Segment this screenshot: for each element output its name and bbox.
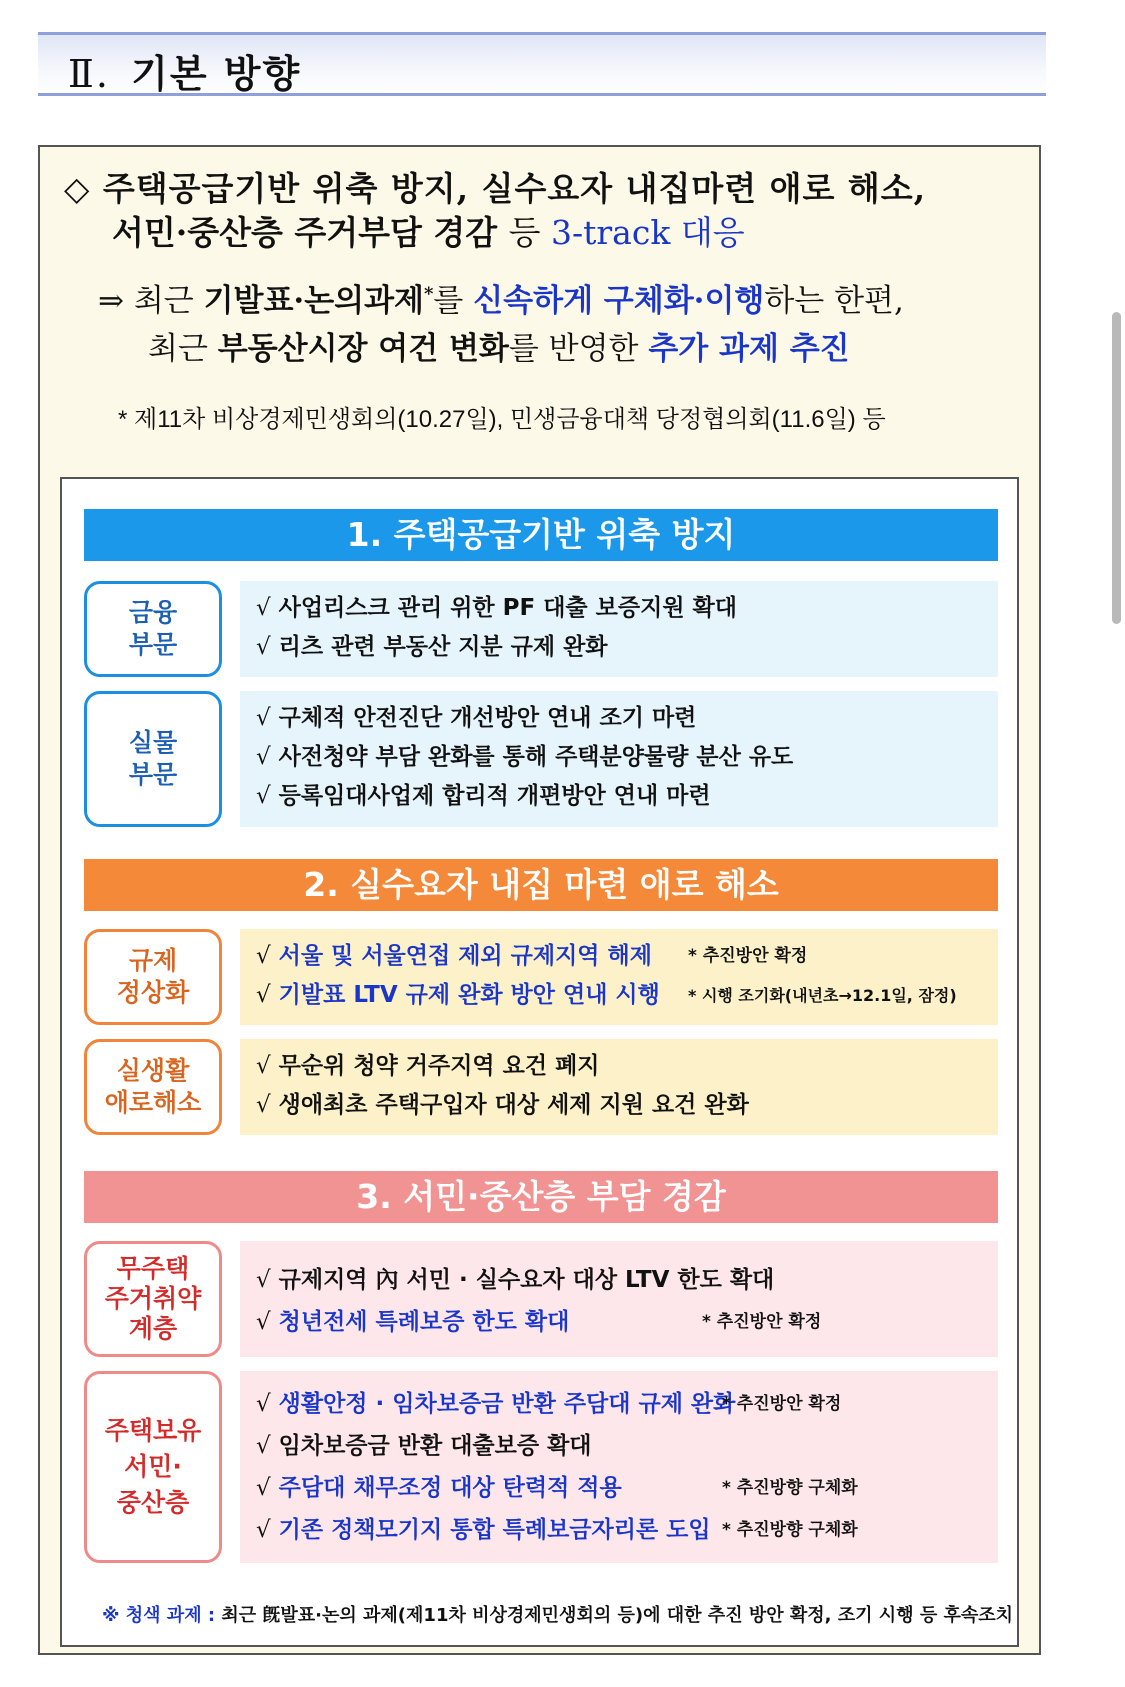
list-item xyxy=(256,937,998,976)
list-item xyxy=(256,1086,998,1125)
label-line: 금융 xyxy=(128,598,178,627)
section-2-banner: 2. 실수요자 내집 마련 애로 해소 xyxy=(84,859,998,911)
label-line: 계층 xyxy=(128,1314,178,1343)
check-icon: √ xyxy=(256,982,271,1008)
section-1-banner: 1. 주택공급기반 위축 방지 xyxy=(84,509,998,561)
check-icon: √ xyxy=(256,943,271,969)
item-text: 규제지역 內 서민 · 실수요자 대상 LTV 한도 확대 xyxy=(278,1267,775,1293)
list-item xyxy=(256,1257,998,1303)
check-icon: √ xyxy=(256,595,271,621)
item-text: 청년전세 특례보증 한도 확대 xyxy=(278,1309,570,1335)
intro-line-2-3track: 3-track 대응 xyxy=(551,213,745,252)
section-title xyxy=(68,43,301,98)
item-text: 리츠 관련 부동산 지분 규제 완화 xyxy=(278,634,608,660)
check-icon: √ xyxy=(256,1475,271,1501)
check-icon: √ xyxy=(256,705,271,731)
list-item xyxy=(256,699,998,738)
label-line: 정상화 xyxy=(116,978,190,1007)
arrow-line-1-e: 신속하게 구체화·이행 xyxy=(473,283,765,319)
intro-line-1: ◇ 주택공급기반 위축 방지, 실수요자 내집마련 애로 해소, xyxy=(64,169,927,208)
bottom-note-prefix: ※ 청색 과제 : xyxy=(102,1605,222,1626)
list-item xyxy=(256,1509,998,1551)
item-text: 생애최초 주택구입자 대상 세제 지원 요건 완화 xyxy=(278,1092,749,1118)
section-3-banner: 3. 서민·중산층 부담 경감 xyxy=(84,1171,998,1223)
list-item xyxy=(256,589,998,628)
item-text: 주담대 채무조정 대상 탄력적 적용 xyxy=(278,1475,622,1501)
list-item xyxy=(256,976,998,1015)
content-physical xyxy=(240,691,998,827)
content-finance xyxy=(240,581,998,677)
list-item xyxy=(256,1425,998,1467)
item-note: * 시행 조기화(내년초→12.1일, 잠정) xyxy=(688,986,957,1005)
label-line: 규제 xyxy=(128,946,178,975)
intro-line-2 xyxy=(112,207,745,254)
section-title-text: 기본 방향 xyxy=(131,52,302,96)
item-note: * 추진방안 확정 xyxy=(702,1312,822,1332)
list-item xyxy=(256,777,998,816)
label-line: 무주택 xyxy=(116,1254,190,1283)
list-item xyxy=(256,1383,998,1425)
list-item xyxy=(256,1467,998,1509)
arrow-line-1-a: ⇒ 최근 xyxy=(98,283,204,319)
roman-numeral: Ⅱ. xyxy=(68,52,110,96)
content-homeowner xyxy=(240,1371,998,1563)
arrow-line-2 xyxy=(148,323,850,368)
check-icon: √ xyxy=(256,1433,271,1459)
item-text: 기존 정책모기지 통합 특례보금자리론 도입 xyxy=(278,1517,711,1543)
list-item xyxy=(256,1303,998,1342)
list-item xyxy=(256,628,998,667)
list-item xyxy=(256,1047,998,1086)
label-line: 중산층 xyxy=(116,1488,190,1517)
arrow-line-1-star: * xyxy=(424,283,434,305)
item-note: * 추진방안 확정 xyxy=(722,1394,842,1414)
item-text: 서울 및 서울연접 제외 규제지역 해제 xyxy=(278,943,652,969)
item-text: 기발표 LTV 규제 완화 방안 연내 시행 xyxy=(278,982,660,1008)
label-daily-life xyxy=(84,1039,222,1135)
label-homeless xyxy=(84,1241,222,1357)
label-finance xyxy=(84,581,222,677)
item-text: 무순위 청약 거주지역 요건 폐지 xyxy=(278,1053,600,1079)
arrow-line-1-f: 하는 한편, xyxy=(764,283,904,319)
arrow-line-1-b: 기발표·논의과제 xyxy=(203,283,424,319)
outer-box xyxy=(38,145,1041,1655)
content-daily-life xyxy=(240,1039,998,1135)
label-regulation xyxy=(84,929,222,1025)
arrow-line-2-c: 를 반영한 xyxy=(508,331,649,367)
intro-footnote: * 제11차 비상경제민생회의(10.27일), 민생금융대책 당정협의회(11.6일) 등 xyxy=(118,406,886,433)
item-text: 생활안정 · 임차보증금 반환 주담대 규제 완화 xyxy=(278,1391,736,1417)
arrow-line-1 xyxy=(98,275,904,320)
content-homeless xyxy=(240,1241,998,1357)
check-icon: √ xyxy=(256,634,271,660)
scrollbar-thumb[interactable] xyxy=(1112,312,1121,624)
check-icon: √ xyxy=(256,1053,271,1079)
item-text: 임차보증금 반환 대출보증 확대 xyxy=(278,1433,592,1459)
intro-line-2-text: 서민·중산층 주거부담 경감 xyxy=(112,213,509,252)
item-text: 등록임대사업제 합리적 개편방안 연내 마련 xyxy=(278,783,711,809)
list-item xyxy=(256,738,998,777)
item-text: 사전청약 부담 완화를 통해 주택분양물량 분산 유도 xyxy=(278,744,794,770)
label-line: 부문 xyxy=(128,760,178,789)
label-physical xyxy=(84,691,222,827)
check-icon: √ xyxy=(256,1092,271,1118)
check-icon: √ xyxy=(256,783,271,809)
section-header xyxy=(38,32,1046,96)
item-note: * 추진방향 구체화 xyxy=(722,1520,858,1540)
summary-table xyxy=(60,477,1019,1647)
label-line: 서민· xyxy=(124,1452,182,1481)
check-icon: √ xyxy=(256,1517,271,1543)
arrow-line-2-b: 부동산시장 여건 변화 xyxy=(217,331,509,367)
check-icon: √ xyxy=(256,1267,271,1293)
bottom-note-text: 최근 旣발표·논의 과제(제11차 비상경제민생회의 등)에 대한 추진 방안 확정, 조기 시행 등 후속조치 xyxy=(221,1605,1014,1626)
item-text: 사업리스크 관리 위한 PF 대출 보증지원 확대 xyxy=(278,595,737,621)
label-line: 애로해소 xyxy=(104,1088,202,1117)
bottom-note xyxy=(102,1601,1013,1627)
item-note: * 추진방안 확정 xyxy=(688,946,808,966)
check-icon: √ xyxy=(256,1391,271,1417)
arrow-line-2-d: 추가 과제 추진 xyxy=(648,331,850,367)
label-line: 부문 xyxy=(128,630,178,659)
label-line: 주거취약 xyxy=(104,1284,202,1313)
label-line: 실물 xyxy=(128,728,178,757)
check-icon: √ xyxy=(256,744,271,770)
label-homeowner xyxy=(84,1371,222,1563)
item-note: * 추진방향 구체화 xyxy=(722,1478,858,1498)
check-icon: √ xyxy=(256,1309,271,1335)
item-text: 구체적 안전진단 개선방안 연내 조기 마련 xyxy=(278,705,697,731)
arrow-line-2-a: 최근 xyxy=(148,331,218,367)
arrow-line-1-d: 를 xyxy=(433,283,474,319)
label-line: 주택보유 xyxy=(104,1416,202,1445)
content-regulation xyxy=(240,929,998,1025)
label-line: 실생활 xyxy=(116,1056,190,1085)
intro-line-2-deung: 등 xyxy=(508,213,551,252)
